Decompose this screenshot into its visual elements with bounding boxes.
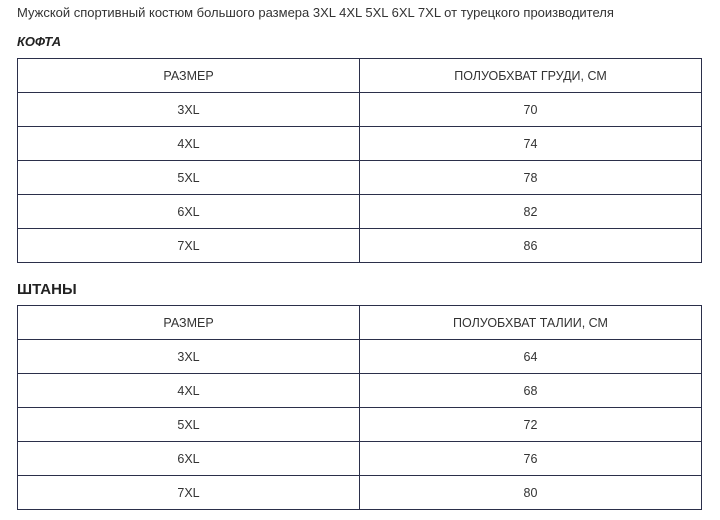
- size-cell: 6XL: [18, 195, 360, 229]
- table-row: [18, 93, 702, 127]
- table-row: [18, 229, 702, 263]
- size-cell: 3XL: [18, 93, 360, 127]
- header-size: РАЗМЕР: [18, 306, 360, 340]
- measure-cell: 70: [360, 93, 702, 127]
- jacket-heading: КОФТА: [17, 34, 62, 49]
- table-row: [18, 340, 702, 374]
- table-header-row: [18, 306, 702, 340]
- measure-cell: 76: [360, 442, 702, 476]
- pants-size-table: [17, 305, 702, 510]
- page-title: Мужской спортивный костюм большого размера 3XL 4XL 5XL 6XL 7XL от турецкого производителя: [17, 5, 614, 20]
- table-row: [18, 161, 702, 195]
- size-cell: 7XL: [18, 229, 360, 263]
- header-size: РАЗМЕР: [18, 59, 360, 93]
- size-cell: 7XL: [18, 476, 360, 510]
- table-row: [18, 195, 702, 229]
- table-row: [18, 374, 702, 408]
- size-cell: 5XL: [18, 408, 360, 442]
- table-row: [18, 442, 702, 476]
- size-cell: 3XL: [18, 340, 360, 374]
- measure-cell: 82: [360, 195, 702, 229]
- size-cell: 4XL: [18, 127, 360, 161]
- pants-heading: ШТАНЫ: [17, 281, 77, 298]
- measure-cell: 74: [360, 127, 702, 161]
- jacket-size-table: [17, 58, 702, 263]
- measure-cell: 78: [360, 161, 702, 195]
- header-waist: ПОЛУОБХВАТ ТАЛИИ, СМ: [360, 306, 702, 340]
- size-cell: 5XL: [18, 161, 360, 195]
- measure-cell: 80: [360, 476, 702, 510]
- measure-cell: 72: [360, 408, 702, 442]
- table-row: [18, 408, 702, 442]
- size-cell: 4XL: [18, 374, 360, 408]
- measure-cell: 68: [360, 374, 702, 408]
- size-cell: 6XL: [18, 442, 360, 476]
- measure-cell: 64: [360, 340, 702, 374]
- header-chest: ПОЛУОБХВАТ ГРУДИ, СМ: [360, 59, 702, 93]
- measure-cell: 86: [360, 229, 702, 263]
- table-header-row: [18, 59, 702, 93]
- table-row: [18, 476, 702, 510]
- table-row: [18, 127, 702, 161]
